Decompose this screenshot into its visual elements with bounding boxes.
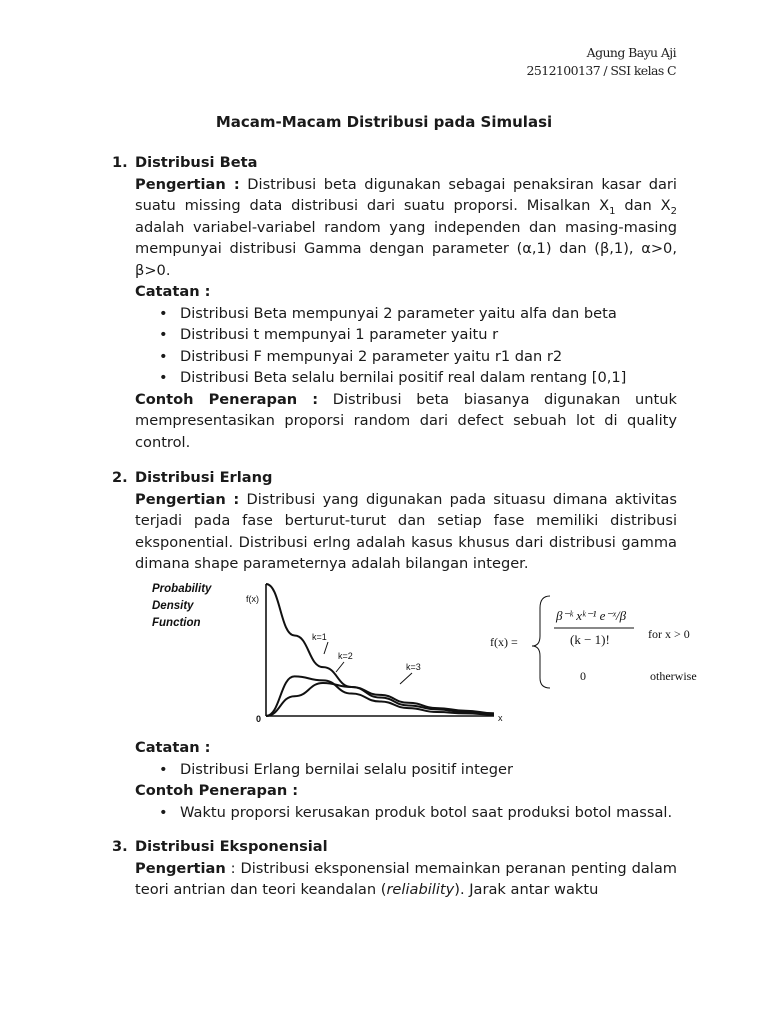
pdf-label [152, 583, 212, 629]
example-label: Contoh Penerapan : [135, 782, 299, 799]
curve-pointer [400, 673, 412, 684]
definition-paragraph: Pengertian : Distribusi yang digunakan pada situasu dimana aktivitas terjadi pada fase berturut-turut dan setiap fase memiliki distribusi eksponential. Distribusi erlng adalah kasus khusus dari distribusi gamma dimana shape parameternya adalah bilangan integer. [135, 490, 677, 572]
curve-label-k2: k=2 [338, 651, 353, 661]
example-label: Contoh Penerapan : [135, 390, 319, 408]
curve-label-k3: k=3 [406, 662, 421, 672]
definition-label: Pengertian : [135, 490, 240, 508]
section-erlang-notes [112, 737, 677, 823]
example-list [112, 802, 677, 824]
list-item: • Waktu proporsi kerusakan produk botol saat produksi botol massal. [135, 802, 677, 824]
curve-k3 [266, 683, 494, 716]
section-heading: 1. Distribusi Beta [112, 154, 258, 171]
author-header [527, 44, 676, 80]
pdf-label-line: Function [152, 617, 201, 629]
erlang-pdf-chart [148, 576, 708, 728]
formula-brace [532, 596, 550, 688]
curve-pointer [336, 662, 344, 672]
notes-list [112, 303, 677, 389]
section-heading: 3. Distribusi Eksponensial [112, 838, 328, 855]
erlang-figure [148, 576, 708, 728]
list-item: • Distribusi Beta selalu bernilai positif real dalam rentang [0,1] [135, 367, 677, 389]
list-item: • Distribusi F mempunyai 2 parameter yaitu r1 dan r2 [135, 346, 677, 368]
formula-lhs: f(x) = [490, 635, 518, 649]
document-title: Macam-Macam Distribusi pada Simulasi [215, 113, 553, 131]
section-eksponensial [112, 836, 677, 901]
x-axis-label: x [498, 713, 503, 723]
formula-condition: for x > 0 [648, 627, 690, 641]
formula-numerator: β⁻ᵏ xᵏ⁻¹ e⁻ˣ/β [556, 608, 627, 623]
student-info: 2512100137 / SSI kelas C [526, 63, 676, 78]
curve-label-k1: k=1 [312, 632, 327, 642]
formula-zero: 0 [580, 669, 586, 683]
y-axis-label: f(x) [246, 594, 259, 604]
erlang-formula [490, 596, 697, 688]
definition-paragraph: Pengertian : Distribusi beta digunakan sebagai penaksiran kasar dari suatu missing data distribusi dari suatu proporsi. Misalkan $X_1$ dan $X_2$ adalah variabel-variabel random yang independen dan masing-masing mempunyai distribusi Gamma dengan parameter (α,1) dan (β,1), α>0, β>0. [135, 175, 678, 279]
notes-list [112, 759, 677, 781]
notes-label: Catatan : [135, 283, 211, 300]
notes-label: Catatan : [135, 739, 211, 756]
definition-label: Pengertian [135, 859, 226, 877]
pdf-label-line: Density [152, 600, 194, 612]
example-paragraph: Contoh Penerapan : Distribusi beta biasanya digunakan untuk mempresentasikan proporsi random dari defect sebuah lot di quality control. [135, 390, 677, 451]
list-item: • Distribusi Erlang bernilai selalu positif integer [135, 759, 677, 781]
chart-series [266, 584, 494, 716]
definition-label: Pengertian : [135, 175, 240, 193]
section-beta [112, 152, 677, 453]
author-name: Agung Bayu Aji [586, 45, 676, 60]
formula-otherwise: otherwise [650, 669, 697, 683]
formula-denominator: (k − 1)! [570, 632, 610, 647]
definition-paragraph: Pengertian : Distribusi eksponensial memainkan peranan penting dalam teori antrian dan teori keandalan (reliability). Jarak antar waktu [135, 859, 677, 898]
curve-pointer [324, 642, 328, 654]
section-heading: 2. Distribusi Erlang [112, 469, 273, 486]
pdf-label-line: Probability [152, 583, 212, 595]
origin-label: 0 [256, 714, 262, 724]
section-erlang [112, 467, 677, 575]
list-item: • Distribusi Beta mempunyai 2 parameter yaitu alfa dan beta [135, 303, 677, 325]
list-item: • Distribusi t mempunyai 1 parameter yaitu r [135, 324, 677, 346]
